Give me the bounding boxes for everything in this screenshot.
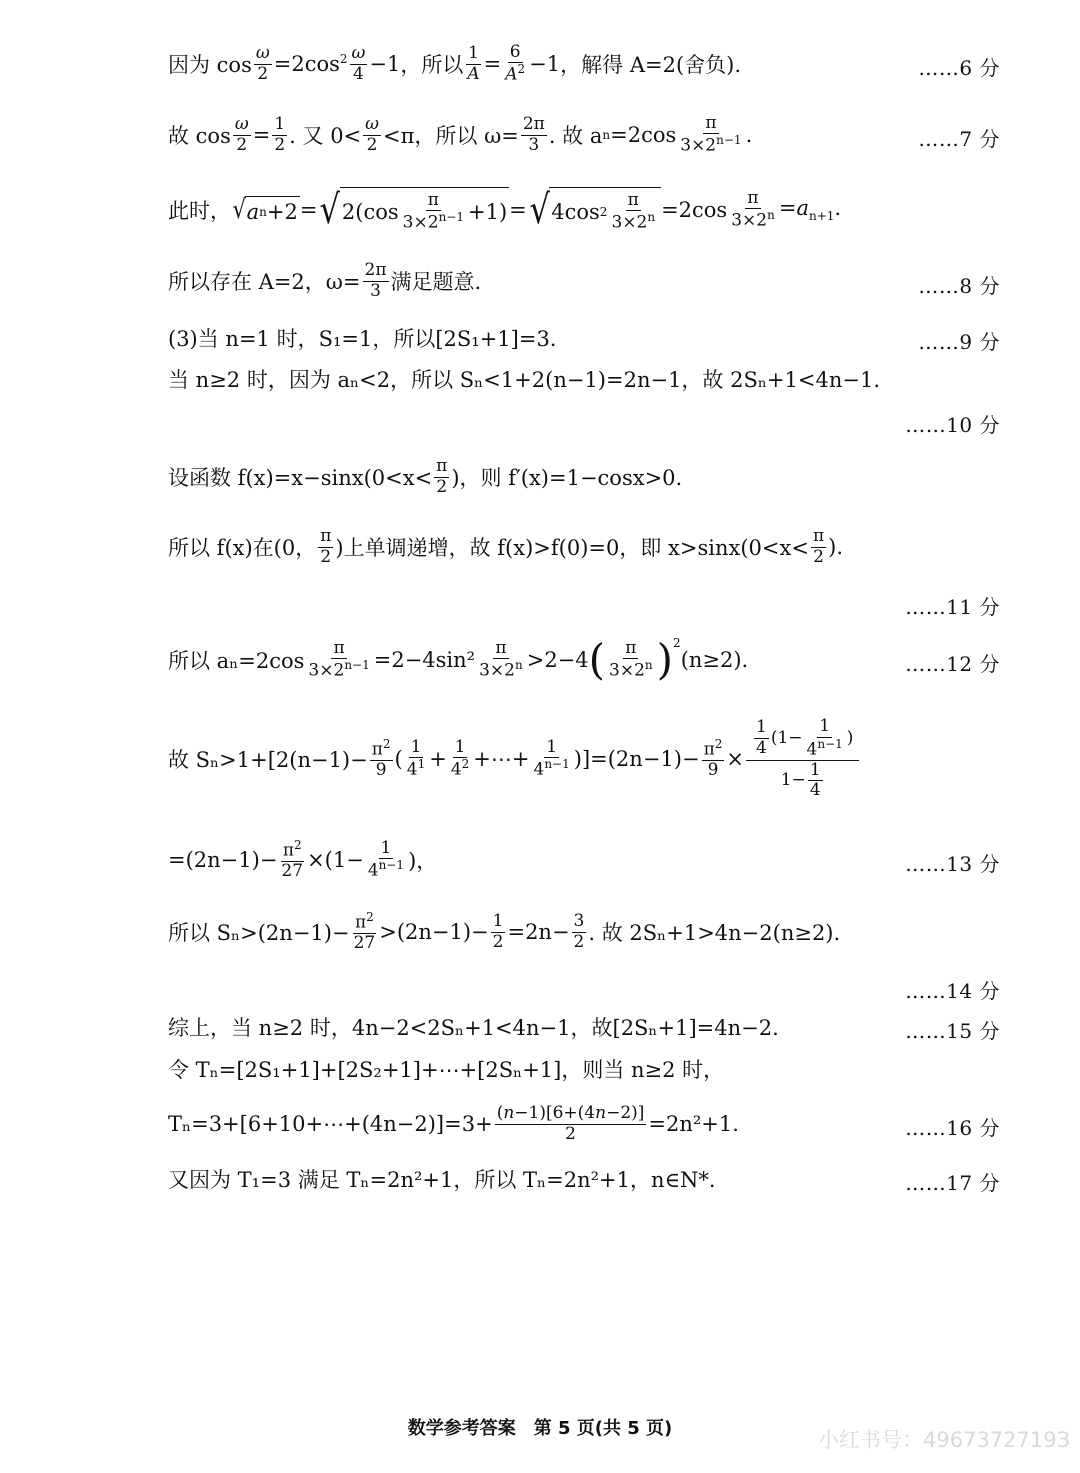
text: >(2n−1)− [379,920,489,944]
score-label: ……15 分 [905,1019,1000,1043]
line-8 [0,522,1080,572]
text: 又因为 T₁=3 满足 Tₙ=2n²+1，所以 Tₙ=2n²+1，n∈N*. [168,1168,716,1192]
text: . 故 2Sₙ+1>4n−2(n≥2). [588,921,841,945]
line-6 [0,364,1080,394]
math: + [429,747,447,771]
sqrt: √ a n +2 [232,195,298,225]
fraction: $\frac{1}{A}$ [467,42,480,84]
fraction: $\frac{1}{2}$ [492,910,504,952]
text: =(2n−1)− [168,848,278,872]
fraction: ω 2 [365,113,380,155]
fraction: $\frac{\omega}{2}$ [255,42,270,84]
text: 因为 cos [168,53,252,77]
fraction: ω 4 [351,42,366,84]
text: )，则 f′(x)=1−cosx>0. [451,466,683,490]
score-label: ……6 分 [918,56,1000,80]
text: 满足题意. [390,270,482,294]
math: = [299,198,318,222]
fraction: $\frac{\omega}{2}$ [234,113,249,155]
score-label: ……10 分 [905,413,1000,437]
text: =2n− [507,920,570,944]
text: (n≥2). [680,648,749,672]
fraction: π $3\times 2^{n-1}$ [680,112,742,156]
text: ，所以 [400,53,464,77]
math: . [745,123,753,147]
fraction: π 2 [812,525,825,567]
text: 故 cos [168,124,231,148]
fraction: π 2 [436,455,448,497]
math: +⋯+ [473,747,530,771]
text: )， [408,849,438,873]
fraction: $\frac{\pi^2}{27}$ [353,909,376,953]
math: ) [573,747,582,771]
line-13 [0,1012,1080,1042]
math: = [252,123,271,147]
score-label: ……11 分 [905,595,1000,619]
text: 当 n≥2 时，因为 aₙ<2，所以 Sₙ<1+2(n−1)=2n−1，故 2Sₙ+1<4n−1. [168,368,881,392]
math: ( [394,747,403,771]
fraction: $\frac{2\pi}{3}$ [364,259,387,301]
text: 设函数 f(x)=x−sinx(0<x< [168,466,433,490]
line-15 [0,1094,1080,1154]
fraction: $\frac{1}{4^2}$ [450,736,470,780]
line-8-score [0,588,1080,618]
math: ( [588,635,606,684]
text: ，解得 A=2(舍负). [560,53,741,77]
fraction: π $3\times 2^n$ [479,637,523,681]
score-label: ……16 分 [905,1116,1000,1140]
math: ) [656,635,674,684]
fraction: $\frac{\pi^2}{9}$ [703,736,723,780]
math: × [726,747,745,771]
fraction: $\frac{\pi^2}{27}$ [281,837,304,881]
math: = [509,198,527,222]
fraction: $\frac{3}{2}$ [573,910,585,952]
line-4 [0,256,1080,306]
fraction: $\frac{(n-1)[6+(4n-2)]}{2}$ [496,1102,645,1144]
score-label: ……13 分 [905,852,1000,876]
text: 所以 aₙ=2cos [168,649,305,673]
fraction: π 2 [320,525,332,567]
text: Tₙ=3+[6+10+⋯+(4n−2)]=3+ [168,1112,493,1136]
watermark: 小红书号：4967372719З [818,1428,1071,1452]
fraction: $\frac{1}{4^{n-1}}$ [367,837,405,881]
fraction: $\frac{\pi^2}{9}$ [371,736,391,780]
line-2: 故 cos $\frac{\omega}{2}$ = $\frac{1}{2}$ . 又 0< ω 2 <π，所以 ω= $\frac{2\pi}{3}$ . 故 a n =2cos π $3\times 2^{n-1}$ . ……7 分 [168,112,1000,156]
line-9: 所以 aₙ=2cos $\frac{\pi}{3\times 2^{n-1}}$ =2−4sin² π $3\times 2^n$ >2−4 ( π $3\times 2^n$ ) $^2$ (n≥2). ……12 分 [168,635,1000,684]
text: =2cos [610,123,677,147]
math: −1 [529,52,561,76]
text: =2n²+1. [648,1112,739,1136]
text: )上单调递增，故 f(x)>f(0)=0，即 x>sinx(0<x< [335,536,809,560]
line-5 [0,323,1080,353]
text: 所以存在 A=2，ω= [168,270,361,294]
text: . 又 0< [289,124,362,148]
text: ). [828,535,843,559]
text: . 故 a [548,124,603,148]
math: $=a_{n+1}$. [778,196,842,224]
math: $=2\cos^2$ [273,52,348,76]
fraction: $\frac{6}{A^2}$ [505,41,526,85]
fraction: π $3\times 2^n$ [609,637,653,681]
fraction: $\frac{\pi}{3\times 2^n}$ [731,187,775,231]
sqrt: √ 4cos 2 π $3\times 2^n$ [527,187,661,234]
score-label: ……8 分 [918,274,1000,298]
score-label: ……12 分 [905,652,1000,676]
text: 此时， [168,199,231,223]
text: ]=(2n−1)− [581,747,700,771]
line-1 [0,40,1080,88]
score-label: ……17 分 [905,1171,1000,1195]
fraction: $\frac{\pi}{3\times 2^{n-1}}$ [308,637,370,681]
line-3 [0,182,1080,238]
math: = [483,52,502,76]
line-12-score [0,972,1080,1002]
sqrt: √ 2(cos π $3\times 2^{n-1}$ +1) [319,187,508,233]
text: 令 Tₙ=[2S₁+1]+[2S₂+1]+⋯+[2Sₙ+1]，则当 n≥2 时， [168,1058,725,1082]
score-label: ……9 分 [918,330,1000,354]
line-6-score [0,406,1080,436]
line-14 [0,1054,1080,1084]
line-16 [0,1164,1080,1194]
text: >2−4 [526,648,589,672]
text: =2−4sin² [373,648,476,672]
text: 所以 Sₙ>(2n−1)− [168,921,350,945]
text: ×(1− [307,848,364,872]
fraction: $\frac{1}{2}$ [274,113,286,155]
text: (3)当 n=1 时，S₁=1，所以[2S₁+1]=3. [168,327,557,351]
text: 综上，当 n≥2 时，4n−2<2Sₙ+1<4n−1，故[2Sₙ+1]=4n−2. [168,1016,779,1040]
line-7 [0,452,1080,502]
fraction: $\frac{1}{4^{n-1}}$ [533,736,570,780]
line-11 [0,832,1080,888]
fraction: 1 4 (1− 1 $4^{n-1}$ ) 1− 1 4 [746,717,859,801]
fraction: $\frac{2\pi}{3}$ [522,113,545,155]
text: 所以 f(x)在(0， [168,536,317,560]
line-12 [0,904,1080,960]
score-label: ……14 分 [905,979,1000,1003]
page-footer: 数学参考答案 第 5 页(共 5 页) [407,1418,673,1439]
math: =2cos [661,198,728,222]
text: 故 Sₙ>1+[2(n−1)− [168,748,368,772]
line-10 [0,704,1080,814]
score-label: ……7 分 [918,127,1000,151]
math: −1 [369,52,401,76]
text: <π，所以 ω= [383,124,519,148]
fraction: 1 $4^1$ [406,736,426,780]
